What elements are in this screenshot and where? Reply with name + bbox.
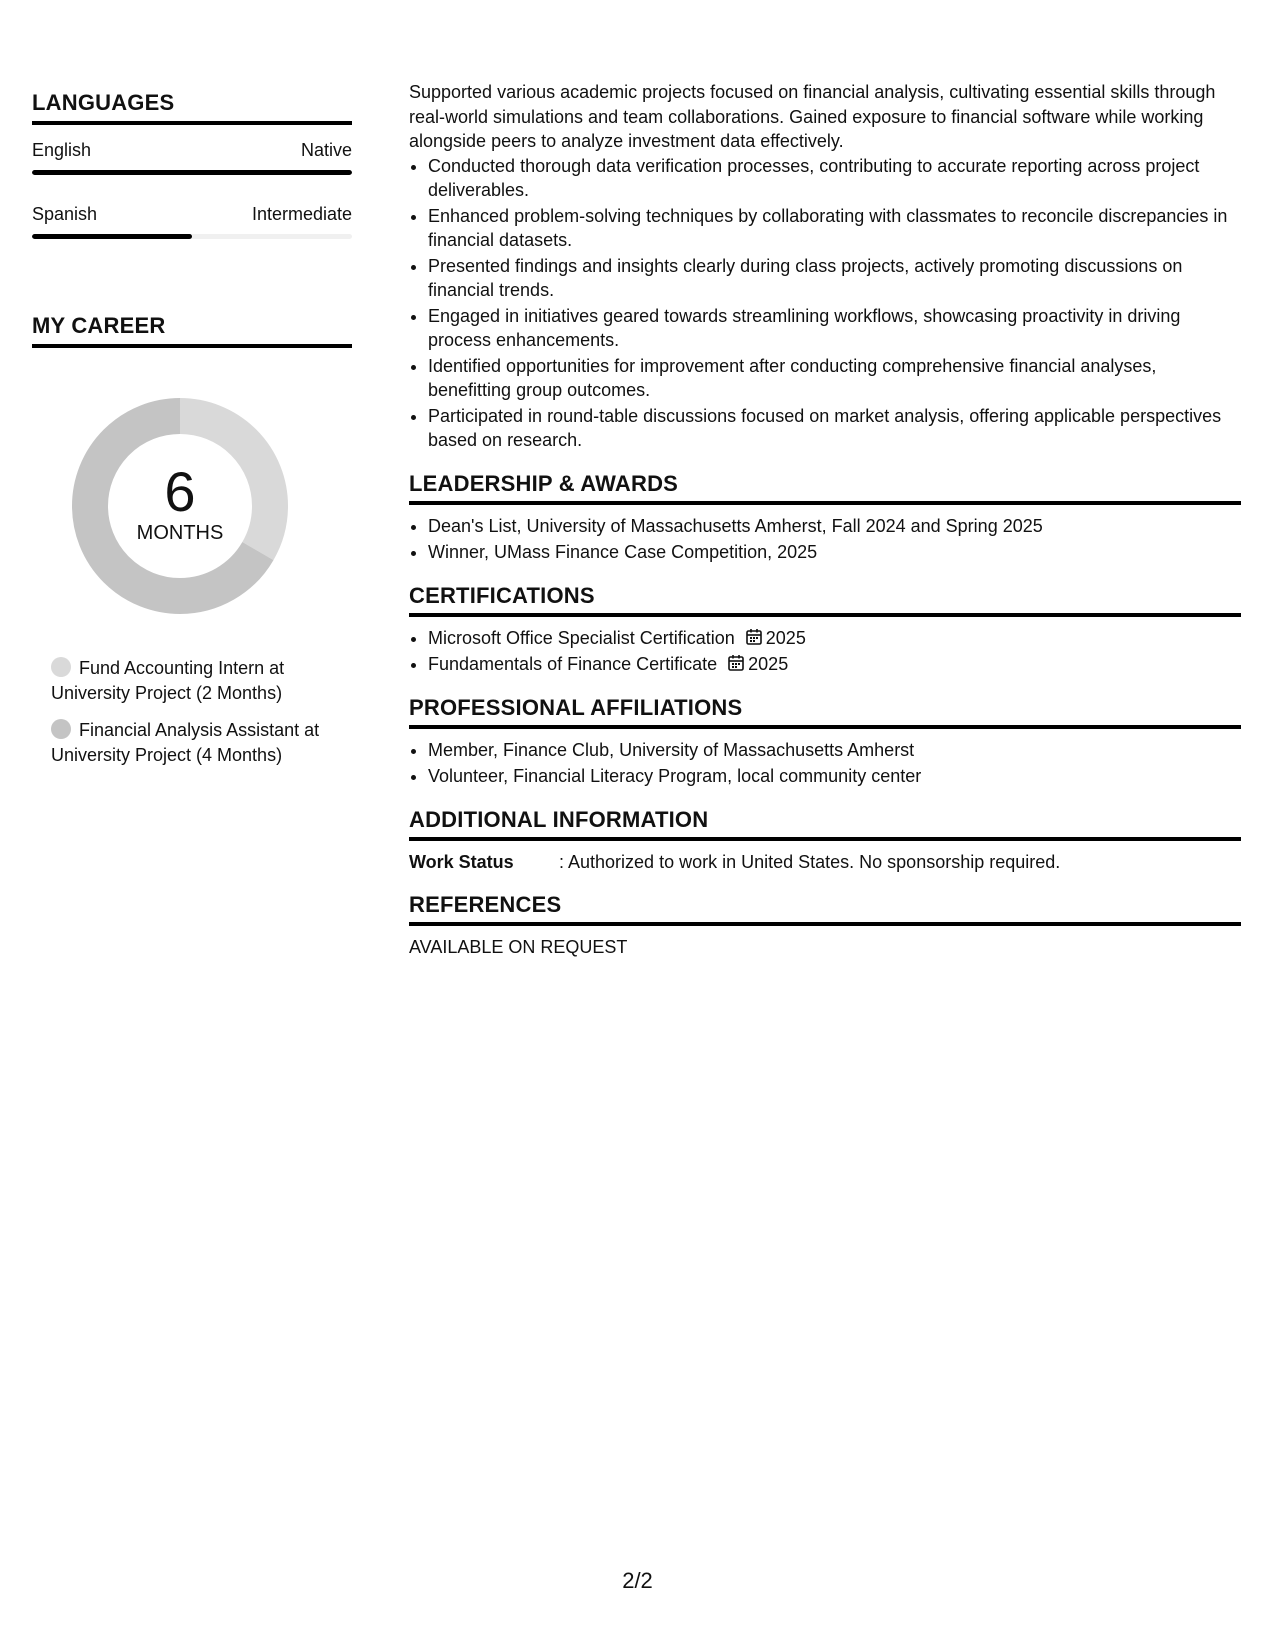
calendar-icon	[727, 654, 745, 672]
language-proficiency-bar	[32, 170, 352, 175]
certification-year: 2025	[748, 654, 789, 674]
work-status-value: : Authorized to work in United States. No sponsorship required.	[559, 851, 1061, 872]
work-status-label: Work Status	[409, 851, 514, 872]
career-heading: MY CAREER	[32, 313, 352, 348]
references-heading: REFERENCES	[409, 892, 1241, 926]
affiliations-section	[409, 695, 1241, 789]
language-level: Intermediate	[251, 204, 352, 224]
experience-bullet: • Enhanced problem-solving techniques by collaborating with classmates to reconcile discrepancies in financial datasets.	[428, 204, 1241, 253]
career-legend	[51, 656, 341, 768]
additional-info-section	[409, 807, 1241, 874]
affiliation-item: • Member, Finance Club, University of Massachusetts Amherst	[428, 738, 1241, 763]
legend-item	[51, 656, 341, 706]
experience-bullets	[409, 154, 1241, 453]
experience-bullet: • Engaged in initiatives geared towards streamlining workflows, showcasing proactivity in driving process enhancements.	[428, 304, 1241, 353]
experience-summary: Supported various academic projects focused on financial analysis, cultivating essential skills through real-world simulations and team collaborations. Gained exposure to financial software while working alongside peers to analyze investment data effectively.	[409, 82, 1216, 151]
leadership-section	[409, 471, 1241, 565]
calendar-icon	[745, 628, 763, 646]
legend-item	[51, 718, 341, 768]
affiliations-heading: PROFESSIONAL AFFILIATIONS	[409, 695, 1241, 729]
certifications-section	[409, 583, 1241, 677]
page-number: 2/2	[622, 1568, 653, 1593]
leadership-heading: LEADERSHIP & AWARDS	[409, 471, 1241, 505]
references-text: AVAILABLE ON REQUEST	[409, 936, 628, 957]
certification-item	[428, 626, 1241, 651]
language-proficiency-fill	[32, 234, 192, 239]
language-level: Native	[300, 140, 352, 160]
languages-heading: LANGUAGES	[32, 90, 352, 125]
career-total-value: 6	[164, 460, 196, 523]
leadership-item: • Winner, UMass Finance Case Competition, 2025	[428, 540, 1241, 565]
left-column	[32, 90, 352, 780]
language-proficiency-bar	[32, 234, 352, 239]
career-total-unit: MONTHS	[136, 522, 224, 544]
certification-name: Fundamentals of Finance Certificate	[428, 654, 718, 674]
language-proficiency-fill	[32, 170, 352, 175]
certification-name: Microsoft Office Specialist Certification	[428, 627, 735, 648]
certification-item	[428, 652, 1241, 677]
language-item	[32, 139, 352, 175]
experience-bullet: • Presented findings and insights clearly during class projects, actively promoting discussions on financial trends.	[428, 254, 1241, 303]
certification-year: 2025	[765, 627, 806, 648]
language-item	[32, 203, 352, 239]
certifications-heading: CERTIFICATIONS	[409, 583, 1241, 617]
references-section	[409, 892, 1241, 959]
legend-label: Fund Accounting Intern at University Project (2 Months)	[51, 658, 285, 703]
right-column	[409, 80, 1241, 959]
career-donut-chart	[66, 392, 294, 620]
experience-bullet: • Conducted thorough data verification processes, contributing to accurate reporting across project deliverables.	[428, 154, 1241, 203]
language-name: Spanish	[32, 204, 98, 224]
affiliation-item: • Volunteer, Financial Literacy Program, local community center	[428, 764, 1241, 789]
language-name: English	[32, 140, 92, 160]
languages-section	[32, 90, 352, 239]
legend-dot	[51, 719, 71, 739]
experience-bullet: • Identified opportunities for improvement after conducting comprehensive financial analyses, benefitting group outcomes.	[428, 354, 1241, 403]
work-status-row	[409, 850, 1241, 874]
legend-label: Financial Analysis Assistant at University Project (4 Months)	[51, 720, 320, 765]
experience-section	[409, 80, 1241, 453]
additional-info-heading: ADDITIONAL INFORMATION	[409, 807, 1241, 841]
experience-bullet: • Participated in round-table discussions focused on market analysis, offering applicable perspectives based on research.	[428, 404, 1241, 453]
leadership-item: • Dean's List, University of Massachusetts Amherst, Fall 2024 and Spring 2025	[428, 514, 1241, 539]
career-section	[32, 313, 352, 768]
legend-dot	[51, 657, 71, 677]
